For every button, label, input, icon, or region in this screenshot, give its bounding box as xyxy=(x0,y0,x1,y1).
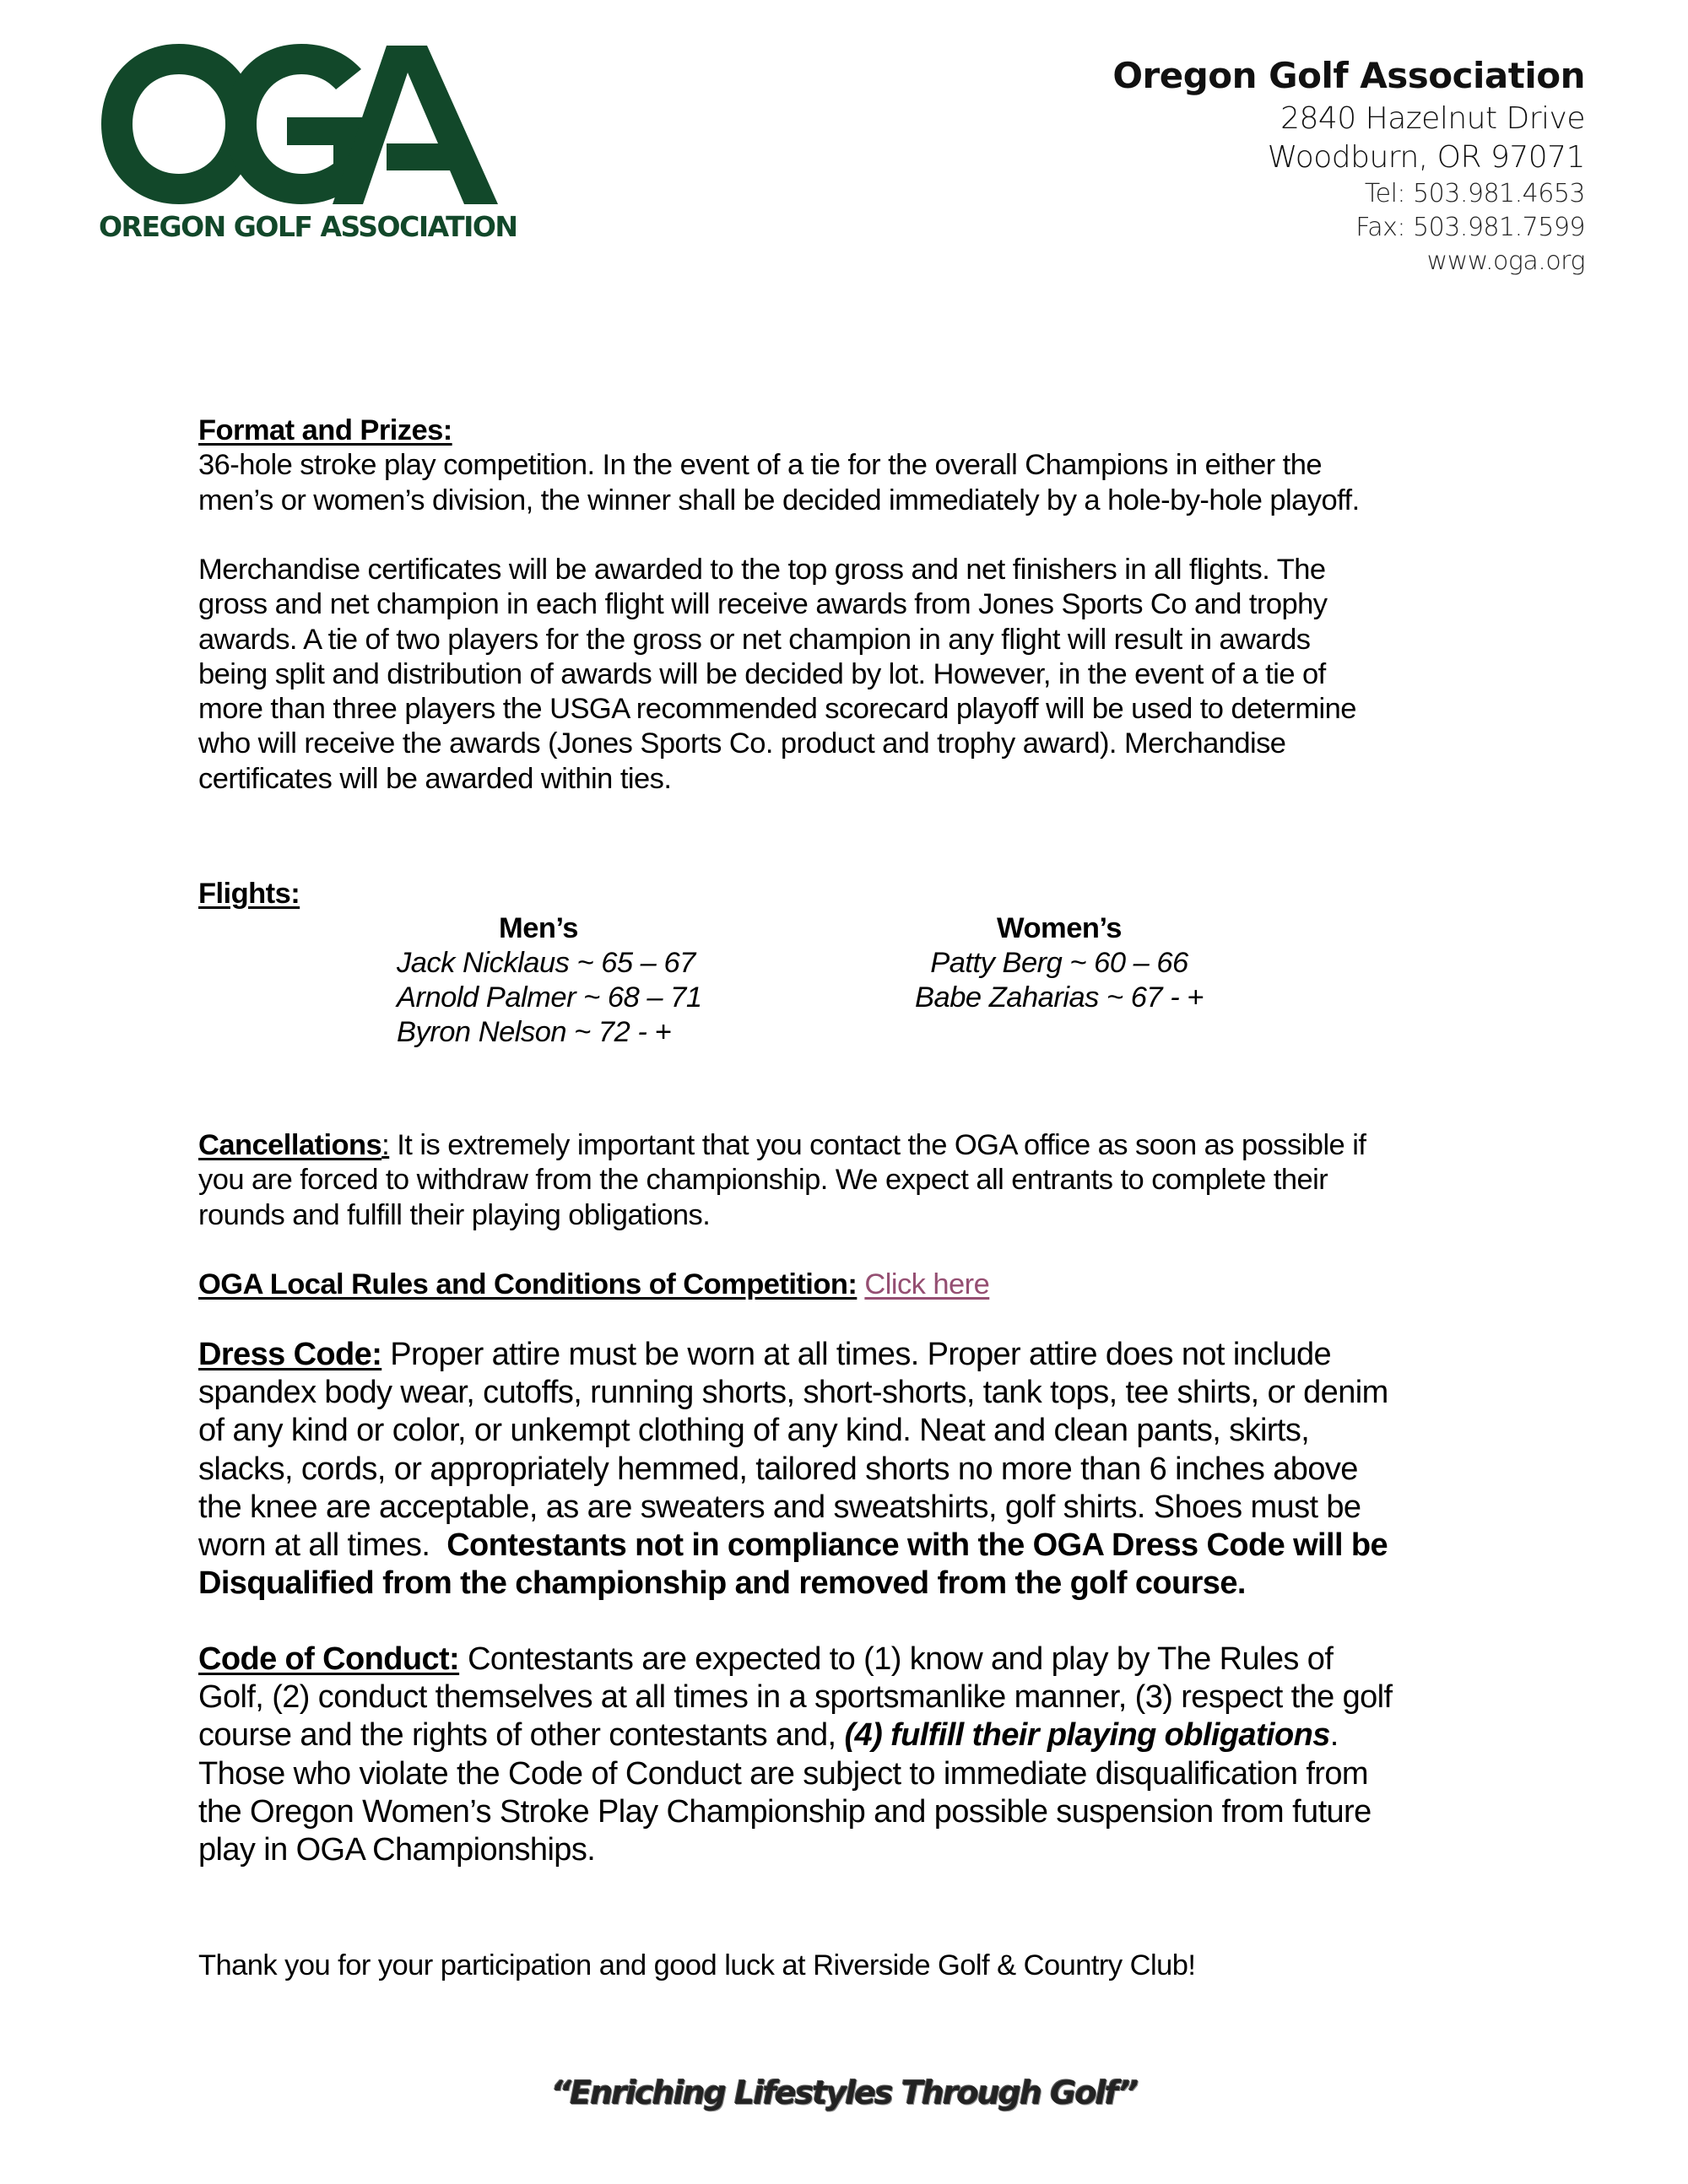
prizes-text: Merchandise certificates will be awarded to the top gross and net finishers in all flights. The xyxy=(198,554,1326,586)
prizes-text: gross and net champion in each flight will receive awards from Jones Sports Co and trophy xyxy=(198,588,1328,621)
closing-section xyxy=(198,1949,1515,1983)
conduct-text: course and the rights of other contestants and, xyxy=(198,1717,845,1754)
cancellations-section: Cancellations: It is extremely important that you contact the OGA office as soon as possible if you are forced to withdraw from the championship. We expect all entrants to complete their rounds and fulfill their playing obligations. xyxy=(198,1128,1515,1233)
prizes-section xyxy=(198,553,1515,797)
format-heading: Format and Prizes: xyxy=(198,414,452,446)
mens-flights xyxy=(397,911,702,1050)
prizes-text: being split and distribution of awards will be decided by lot. However, in the event of a tie of xyxy=(198,657,1326,690)
dress-code-text: Proper attire must be worn at all times. Proper attire does not include xyxy=(381,1337,1332,1372)
prizes-text: who will receive the awards (Jones Sports Co. product and trophy award). Merchandise xyxy=(198,727,1286,760)
cancellations-text: rounds and fulfill their playing obligations. xyxy=(198,1198,711,1231)
dress-code-text: the knee are acceptable, as are sweaters and sweatshirts, golf shirts. Shoes must be xyxy=(198,1489,1361,1525)
flight-row: Jack Nicklaus ~ 65 – 67 xyxy=(397,947,695,979)
format-section xyxy=(198,414,1515,518)
cancellations-text: It is extremely important that you contact the OGA office as soon as possible if xyxy=(389,1129,1366,1161)
dress-code-section xyxy=(198,1336,1515,1603)
org-website: www.oga.org xyxy=(1426,246,1585,276)
dress-code-text: of any kind or color, or unkempt clothing of any kind. Neat and clean pants, skirts, xyxy=(198,1413,1310,1449)
oga-logo-icon xyxy=(95,37,500,206)
dress-code-heading: Dress Code: xyxy=(198,1337,382,1372)
flight-row: Patty Berg ~ 60 – 66 xyxy=(930,947,1188,979)
prizes-text: more than three players the USGA recommended scorecard playoff will be used to determine xyxy=(198,693,1356,726)
local-rules-link[interactable]: Click here xyxy=(864,1268,990,1300)
conduct-heading: Code of Conduct: xyxy=(198,1641,460,1677)
conduct-text: play in OGA Championships. xyxy=(198,1832,596,1868)
footer-slogan: “Enriching Lifestyles Through Golf” xyxy=(550,2074,1138,2111)
mens-flights-label: Men’s xyxy=(499,912,578,944)
conduct-text: Golf, (2) conduct themselves at all times in a sportsmanlike manner, (3) respect the golf xyxy=(198,1679,1393,1716)
flight-row: Arnold Palmer ~ 68 – 71 xyxy=(397,981,702,1014)
org-phone: Tel: 503.981.4653 xyxy=(1364,179,1585,208)
format-text: men’s or women’s division, the winner shall be decided immediately by a hole-by-hole playoff. xyxy=(198,484,1360,516)
local-rules-section xyxy=(198,1268,1515,1302)
womens-flights-label: Women’s xyxy=(997,912,1122,944)
local-rules-heading: OGA Local Rules and Conditions of Competition: xyxy=(198,1268,858,1300)
prizes-text: awards. A tie of two players for the gross or net champion in any flight will result in awards xyxy=(198,623,1311,656)
conduct-text: the Oregon Women’s Stroke Play Championship and possible suspension from future xyxy=(198,1793,1372,1830)
cancellations-text: you are forced to withdraw from the championship. We expect all entrants to complete their xyxy=(198,1164,1328,1197)
womens-flights xyxy=(890,911,1228,1015)
closing-text: Thank you for your participation and good luck at Riverside Golf & Country Club! xyxy=(198,1949,1196,1981)
conduct-text: Those who violate the Code of Conduct are subject to immediate disqualification from xyxy=(198,1755,1368,1792)
logo-tagline: OREGON GOLF ASSOCIATION xyxy=(99,210,517,243)
oga-logo xyxy=(95,37,517,248)
org-street: 2840 Hazelnut Drive xyxy=(1280,101,1585,136)
prizes-text: certificates will be awarded within ties. xyxy=(198,762,672,795)
flight-row: Babe Zaharias ~ 67 - + xyxy=(915,981,1204,1014)
conduct-text: Contestants are expected to (1) know and play by The Rules of xyxy=(459,1641,1334,1677)
flights-heading: Flights: xyxy=(198,878,300,910)
format-text: 36-hole stroke play competition. In the event of a tie for the overall Champions in either the xyxy=(198,449,1322,482)
dress-code-text: worn at all times. xyxy=(198,1527,447,1564)
code-of-conduct-section: Code of Conduct: Contestants are expected to (1) know and play by The Rules of Golf, (2) conduct themselves at all times in a sportsmanlike manner, (3) respect the golf course and the rights of other contestants and, (4) fulfill their playing obligations. Those who violate the Code of Conduct are subject to immediate disqualification from the Oregon Women’s Stroke Play Championship and possible suspension from future play in OGA Championships. xyxy=(198,1641,1515,1869)
org-name: Oregon Golf Association xyxy=(1112,55,1585,96)
conduct-emphasis: (4) fulfill their playing obligations xyxy=(844,1717,1330,1754)
dress-code-warning: Contestants not in compliance with the OGA Dress Code will be xyxy=(446,1527,1388,1564)
dress-code-text: slacks, cords, or appropriately hemmed, tailored shorts no more than 6 inches above xyxy=(198,1451,1358,1487)
org-city: Woodburn, OR 97071 xyxy=(1267,140,1585,175)
flight-row: Byron Nelson ~ 72 - + xyxy=(397,1016,672,1048)
letterhead-address xyxy=(1112,52,1585,278)
org-fax: Fax: 503.981.7599 xyxy=(1355,213,1585,242)
cancellations-heading: Cancellations xyxy=(198,1129,382,1161)
flights-section xyxy=(198,877,1515,911)
dress-code-warning: Disqualified from the championship and removed from the golf course. xyxy=(198,1565,1246,1602)
dress-code-text: spandex body wear, cutoffs, running shorts, short-shorts, tank tops, tee shirts, or denim xyxy=(198,1375,1388,1411)
